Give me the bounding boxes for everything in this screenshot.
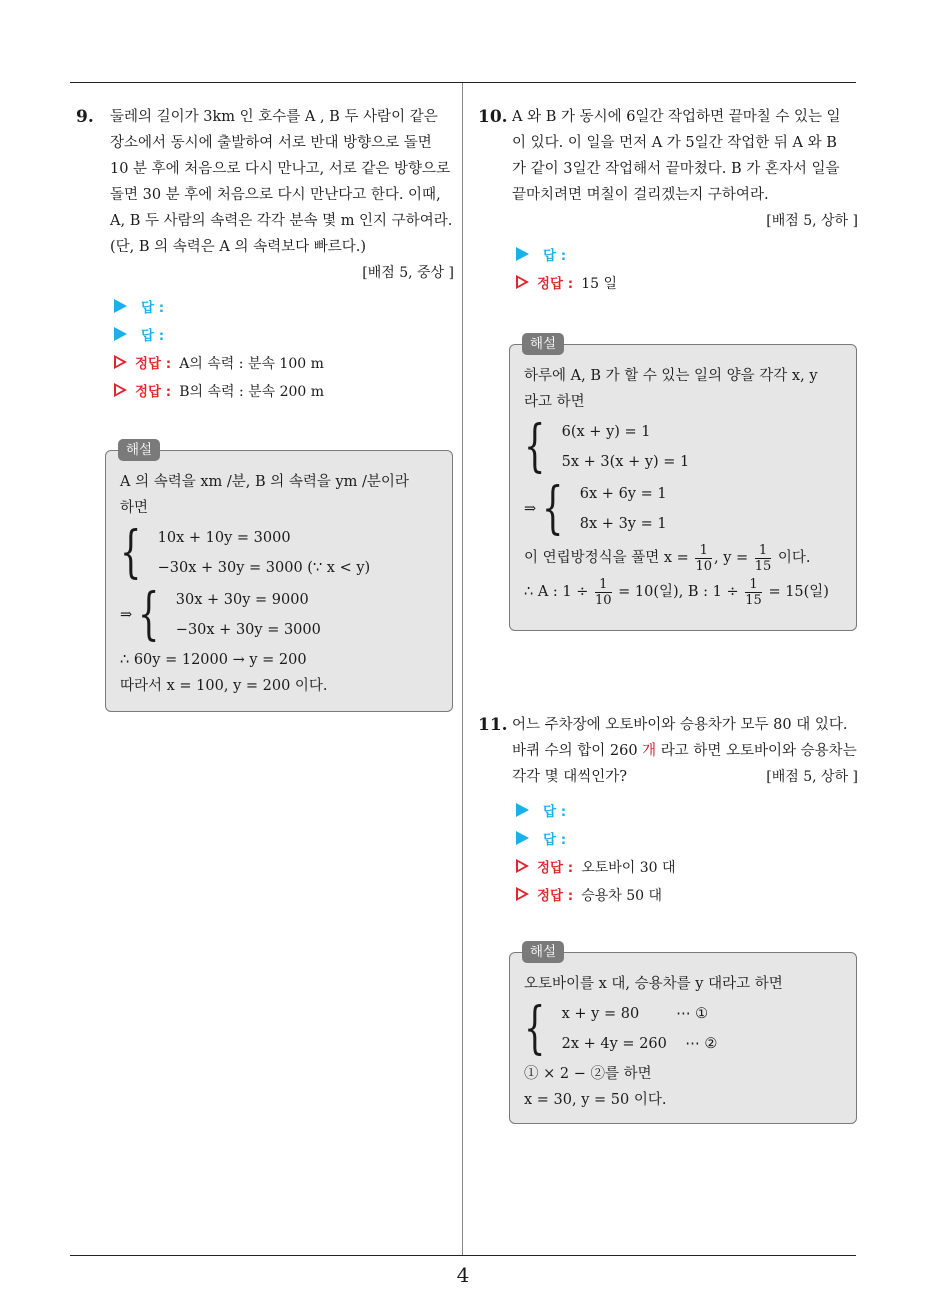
stem-line: 끝마치려면 며칠이 걸리겠는지 구하여라. (512, 187, 769, 203)
equation-system (524, 996, 842, 1061)
problem-number: 11. (478, 715, 508, 735)
outline-triangle-icon (516, 275, 529, 289)
stem-line: 이 있다. 이 일을 먼저 A 가 5일간 작업한 뒤 A 와 B (512, 135, 837, 151)
solution-line: A 의 속력을 xm /분, B 의 속력을 ym /분이라 (120, 474, 409, 490)
equation: 6x + 6y = 1 (579, 486, 667, 502)
correct-answer: B의 속력 : 분속 200 m (179, 384, 325, 400)
play-triangle-icon (516, 247, 529, 261)
solution-line: ∴ A : 1 ÷ $\frac{1}{10}$ = 10(일), B : 1 ÷ $\frac{1}{15}$ = 15(일) (524, 576, 829, 608)
outline-triangle-icon (114, 355, 127, 369)
brace-icon: { (138, 582, 160, 647)
problem-9 (76, 104, 454, 406)
problem-11 (478, 712, 858, 910)
correct-answer-row: 정답 : 오토바이 30 대 (516, 854, 858, 882)
correct-answer-row: 정답 : A의 속력 : 분속 100 m (114, 350, 454, 378)
brace-icon: { (542, 476, 564, 541)
stem-line: 어느 주차장에 오토바이와 승용차가 모두 80 대 있다. (512, 717, 848, 733)
problem-number: 9. (76, 107, 94, 127)
stem-line: 둘레의 길이가 3km 인 호수를 A , B 두 사람이 같은 (110, 109, 438, 125)
correct-answer: A의 속력 : 분속 100 m (179, 356, 324, 372)
unit-highlight: 개 (642, 743, 657, 759)
solution-line: 따라서 x = 100, y = 200 이다. (120, 678, 328, 694)
implies-icon: ⇒ (120, 607, 133, 623)
fraction: $\frac{1}{10}$ (595, 576, 612, 608)
equation: 2x + 4y = 260 ⋯ ② (561, 1036, 718, 1052)
column-divider (462, 83, 463, 1255)
solution-line: 이 연립방정식을 풀면 x = $\frac{1}{10}$ , y = $\frac{1}{15}$ 이다. (524, 542, 811, 574)
score-label: [배점 5, 상하 ] (766, 213, 858, 229)
equation-system (120, 582, 438, 647)
outline-triangle-icon (516, 859, 529, 873)
problem-stem (110, 104, 454, 286)
stem-line: 가 같이 3일간 작업해서 끝마쳤다. B 가 혼자서 일을 (512, 161, 840, 177)
page-number: 4 (456, 1263, 470, 1287)
answer-row: 답 : (516, 826, 858, 854)
footer-rule (70, 1255, 856, 1256)
solution-box-11 (509, 944, 857, 1124)
problem-10 (478, 104, 858, 298)
score-label: [배점 5, 상하 ] (766, 769, 858, 785)
equation: 6(x + y) = 1 (561, 424, 651, 440)
outline-triangle-icon (516, 887, 529, 901)
correct-answer-row: 정답 : 15 일 (516, 270, 858, 298)
brace-icon: { (524, 996, 546, 1061)
problem-number: 10. (478, 107, 508, 127)
solution-tag: 해설 (522, 333, 564, 355)
equation: 10x + 10y = 3000 (157, 530, 291, 546)
equation-system (524, 476, 842, 541)
answer-list (516, 798, 858, 910)
brace-icon: { (524, 414, 546, 479)
fraction: $\frac{1}{15}$ (754, 542, 772, 574)
play-triangle-icon (114, 299, 127, 313)
correct-answer-row: 정답 : 승용차 50 대 (516, 882, 858, 910)
equation: x + y = 80 ⋯ ① (561, 1006, 709, 1022)
solution-tag: 해설 (118, 439, 160, 461)
equation: 8x + 3y = 1 (579, 516, 667, 532)
correct-answer-row: 정답 : B의 속력 : 분속 200 m (114, 378, 454, 406)
solution-line: x = 30, y = 50 이다. (524, 1092, 667, 1108)
answer-list (516, 242, 858, 298)
play-triangle-icon (516, 831, 529, 845)
fraction: $\frac{1}{15}$ (745, 576, 762, 608)
play-triangle-icon (516, 803, 529, 817)
header-rule (70, 82, 856, 83)
solution-line: 라고 하면 (524, 394, 585, 410)
correct-answer: 15 일 (581, 276, 617, 292)
score-label: [배점 5, 중상 ] (362, 265, 454, 281)
stem-line: 10 분 후에 처음으로 다시 만나고, 서로 같은 방향으로 (110, 161, 451, 177)
answer-row: 답 : (114, 294, 454, 322)
stem-line: A 와 B 가 동시에 6일간 작업하면 끝마칠 수 있는 일 (512, 109, 841, 125)
solution-line: 오토바이를 x 대, 승용차를 y 대라고 하면 (524, 976, 783, 992)
answer-row: 답 : (516, 798, 858, 826)
solution-box-10 (509, 336, 857, 631)
answer-row: 답 : (516, 242, 858, 270)
outline-triangle-icon (114, 383, 127, 397)
brace-icon: { (120, 520, 142, 585)
fraction: $\frac{1}{10}$ (695, 542, 712, 574)
solution-line: ① × 2 − ②를 하면 (524, 1066, 652, 1082)
correct-answer: 오토바이 30 대 (581, 860, 676, 876)
stem-line: 각각 몇 대씩인가? [배점 5, 상하 ] (512, 764, 858, 790)
correct-answer: 승용차 50 대 (581, 888, 662, 904)
implies-icon: ⇒ (524, 501, 537, 517)
equation-system (524, 414, 842, 479)
solution-line: 하면 (120, 500, 149, 516)
equation: 5x + 3(x + y) = 1 (561, 454, 690, 470)
answer-list (114, 294, 454, 406)
answer-row: 답 : (114, 322, 454, 350)
solution-box-9 (105, 442, 453, 712)
stem-line: 돌면 30 분 후에 처음으로 다시 만난다고 한다. 이때, (110, 187, 441, 203)
equation: −30x + 30y = 3000 (175, 622, 321, 638)
stem-line: (단, B 의 속력은 A 의 속력보다 빠르다.) (110, 239, 367, 255)
problem-stem (512, 712, 858, 790)
equation: −30x + 30y = 3000 (∵ x < y) (157, 560, 371, 576)
problem-stem (512, 104, 858, 234)
stem-line: A, B 두 사람의 속력은 각각 분속 몇 m 인지 구하여라. (110, 213, 453, 229)
stem-line: 장소에서 동시에 출발하여 서로 반대 방향으로 돌면 (110, 135, 432, 151)
play-triangle-icon (114, 327, 127, 341)
solution-tag: 해설 (522, 941, 564, 963)
equation-system (120, 520, 438, 585)
solution-line: ∴ 60y = 12000 → y = 200 (120, 652, 307, 668)
stem-line: 바퀴 수의 합이 260 개 라고 하면 오토바이와 승용차는 (512, 743, 857, 759)
equation: 30x + 30y = 9000 (175, 592, 309, 608)
solution-line: 하루에 A, B 가 할 수 있는 일의 양을 각각 x, y (524, 368, 818, 384)
